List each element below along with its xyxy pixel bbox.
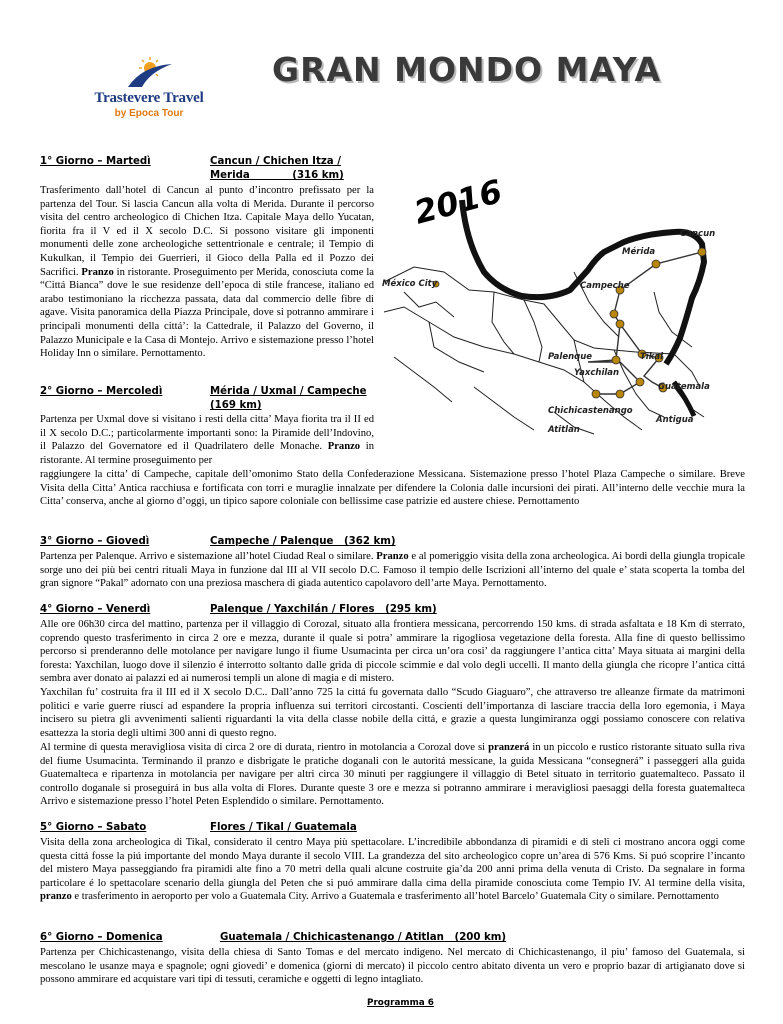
- map-label-guatemala: Guatemala: [658, 382, 710, 392]
- footer-program-label: Programma 6: [367, 998, 434, 1008]
- route-map: [374, 172, 736, 440]
- map-label-cancun: Cancun: [680, 229, 716, 239]
- day-4-route: Palenque / Yaxchilán / Flores (295 km): [210, 604, 437, 615]
- day-3-label: 3° Giorno – Giovedì: [40, 536, 150, 547]
- page-title: GRAN MONDO MAYA: [272, 50, 662, 89]
- day-6-route: Guatemala / Chichicastenango / Atitlan (200 km): [220, 932, 507, 943]
- map-label-antigua: Antigua: [656, 415, 694, 425]
- day-3-route: Campeche / Palenque (362 km): [210, 536, 396, 547]
- day-2-route: Mérida / Uxmal / Campeche: [210, 386, 367, 397]
- day-4-description-part1: Alle ore 06h30 circa del mattino, partenza per il villaggio di Corozal, situato alla frontiera messicana, percorrendo 150 kms. di strada asfaltata e 18 Km di sterrato, coprendo questo trasferimento in circa 2 ore e mezza, durante il quale si potra’ ammirare la rigogliosa vegetazione della foresta. Alla fine di questo bellissimo percorso si prenderanno delle motolance per navigare lungo il fiume Usumacinta per circa un’ora cosi’ da raggiungere l’antica citta’ Maya situata ai margini della foresta: Yaxchilan, luogo dove il silenzio é interrotto soltanto dalle grida di piccole scimmie e dal volo degli uccelli. Il manto della giungla che ricopre l’antica cittá sembra aver donato ai palazzi ed ai numerosi templi un alone di magia e di mistero.: [40, 619, 745, 685]
- map-label-palenque: Palenque: [548, 352, 593, 362]
- map-year: 2016: [410, 172, 507, 232]
- day-5-description: Visita della zona archeologica di Tikal, considerato il centro Maya più spettacolare. L’incredibile abbondanza di piramidi e di steli ci mostrano ancora oggi come questa cittá fosse la piú importante del mondo Maya durante il secolo VIII. La grandezza del sito archeologico copre un’area di 576 Kms. Si puó scoprire l’incanto del mistero Maya passeggiando fra piramidi alte fino a 70 metri della quali alcune costruite gia’da 200 anni prima della venuta di Cristo. Da segnalare in forma particolare é lo spettacolare scenario della giungla del Peten che si puó ammirare dalla cima della piramide conosciuta come Tempio IV. Al termine della visita, pranzo e trasferimento in aeroporto per volo a Guatemala City. Arrivo a Guatemala e trasferimento all’hotel Barcelo’ Guatemala City o similare. Pernottamento: [40, 837, 745, 903]
- day-3-description: Partenza per Palenque. Arrivo e sistemazione all’hotel Ciudad Real o similare. Pranzo e al pomeriggio visita della zona archeologica. Ai bordi della giungla tropicale sorge uno dei più bei centri rituali Maya in funzione dal III al VII secolo D.C. Famoso il tempio delle Iscrizioni all’interno del quale e’ stata scoperta la tomba del gran signore “Pakal” adornato con una preziosa maschera di giada autentico capolavoro dell’arte Maya. Pernottamento.: [40, 551, 745, 590]
- day-4-description-part2: Yaxchilan fu’ costruita fra il III ed il X secolo D.C.. Dall’anno 725 la cittá fu governata dallo “Scudo Giaguaro”, che attraverso tre alleanze firmate da matrimoni politici e varie guerre riuscí ad espandere la propria influenza sui territori circostanti. Coscienti dell’importanza di lasciare traccia della loro egemonia, i Maya incisero su pietra gli avvenimenti salienti riguardanti la vita della classe nobile della cittá, e grazie a questa lungimiranza oggi possiamo conoscere con relativa esattezza la storia degli ultimi 300 anni di questo regno.: [40, 687, 745, 739]
- map-label-chichicastenango: Chichicastenango: [548, 406, 633, 416]
- map-label-atitlan: Atitlan: [548, 425, 580, 435]
- day-5-label: 5° Giorno – Sabato: [40, 822, 147, 833]
- map-label-merida: Mérida: [622, 247, 656, 257]
- day-6-label: 6° Giorno – Domenica: [40, 932, 163, 943]
- day-2-description-part1: Partenza per Uxmal dove si visitano i resti della citta’ Maya fiorita tra il II ed il X secolo D.C.; particolarmente importanti sono: la Piramide dell’Indovino, il Palazzo del Governatore ed il Quadrilatero delle Monache. Pranzo in ristorante. Al termine proseguimento per: [40, 414, 374, 466]
- day-2-route-distance: (169 km): [210, 400, 262, 411]
- day-2-label: 2° Giorno – Mercoledì: [40, 386, 163, 397]
- map-label-tikal: Tikal: [640, 352, 664, 362]
- day-4-label: 4° Giorno – Venerdì: [40, 604, 151, 615]
- day-1-description: Trasferimento dall’hotel di Cancun al punto d’incontro prefissato per la partenza del Tour. Si lascia Cancun alla volta di Merida. Durante il percorso visita del centro archeologico di Chichen Itza. Capitale Maya dello Yucatan, fiorita fra il V ed il X secolo D.C. Si possono visitare gli imponenti monumenti delle zone archeologiche settentrionale e centrale; il Tempio di Kukulkan, il Tempio dei Guerrieri, il Gioco della Palla ed il Pozzo dei Sacrifici. Pranzo in ristorante. Proseguimento per Merida, conosciuta come la “Cittá Bianca” dove le sue residenze dell’epoca di stile francese, italiano ed arabo testimoniano la ricchezza passata, data dal commercio delle fibre di agave. Visita panoramica della Piazza Principale, dove si potranno ammirare i principali monumenti della cittá’: la Cattedrale, il Palazzo del Governo, il Palazzo Municipale e la Casa di Montejo. Arrivo e sistemazione presso l’hotel Holiday Inn o similare. Pernottamento.: [40, 185, 374, 360]
- brand-name: Trastevere Travel: [94, 90, 204, 106]
- day-2-description-part2: raggiungere la citta’ di Campeche, capitale dell’omonimo Stato della Confederazione Messicana. Sistemazione presso l’hotel Plaza Campeche o similare. Breve Visita della Citta’ Antica racchiusa e fortificata con torri e muraglie innalzate per difendere la Colonia dalle incursioni dei pirati. All’interno delle vecchie mura la Citta’ conserva, anche al giorno d’oggi, un tipico sapore coloniale con bellissime case patrizie ed austere chiese. Pernottamento: [40, 469, 745, 508]
- map-label-mexico-city: México City: [382, 279, 438, 289]
- day-5-route: Flores / Tikal / Guatemala: [210, 822, 357, 833]
- day-1-label: 1° Giorno – Martedì: [40, 156, 151, 167]
- map-label-yaxchilan: Yaxchilan: [574, 368, 620, 378]
- day-4-description-part3: Al termine di questa meravigliosa visita di circa 2 ore di durata, rientro in motolancia a Corozal dove si pranzerá in un piccolo e rustico ristorante situato sulla riva del fiume Usumacinta. Terminando il pranzo e disbrigate le pratiche doganali con le autoritá messicane, la guida Messicana “consegnerá” i passeggeri alla guida Guatemalteca e ripartenza in motolancia per navigare per altri circa 30 minuti per raggiungere il villaggio di Betel situato in territorio guatemalteco. Passato il controllo doganale si proseguirá in bus alla volta di Flores. Durante queste 3 ore e mezza si potranno ammirare i meravigliosi paesaggi della foresta guatemalteca Arrivo e sistemazione presso l’hotel Peten Esplendido o similare. Pernottamento.: [40, 742, 745, 808]
- day-1-route: Cancun / Chichen Itza /: [210, 156, 341, 167]
- map-label-campeche: Campeche: [580, 281, 630, 291]
- day-6-description: Partenza per Chichicastenango, visita della chiesa di Santo Tomas e del mercato indigeno. Nel mercato di Chichicastenango, il piu’ famoso del Guatemala, si mescolano le usanze maya e spagnole; ogni giovedi’ e domenica (giorni di mercato) il piccolo centro abitato diventa un vero e proprio bazar di artigianato dove si possono ammirare ed acquistare vari tipi di tessuti, ceramiche e oggetti di legno intagliato.: [40, 947, 745, 986]
- day-1-route-distance: Merida (316 km): [210, 170, 344, 181]
- brand-subtitle: by Epoca Tour: [114, 108, 184, 119]
